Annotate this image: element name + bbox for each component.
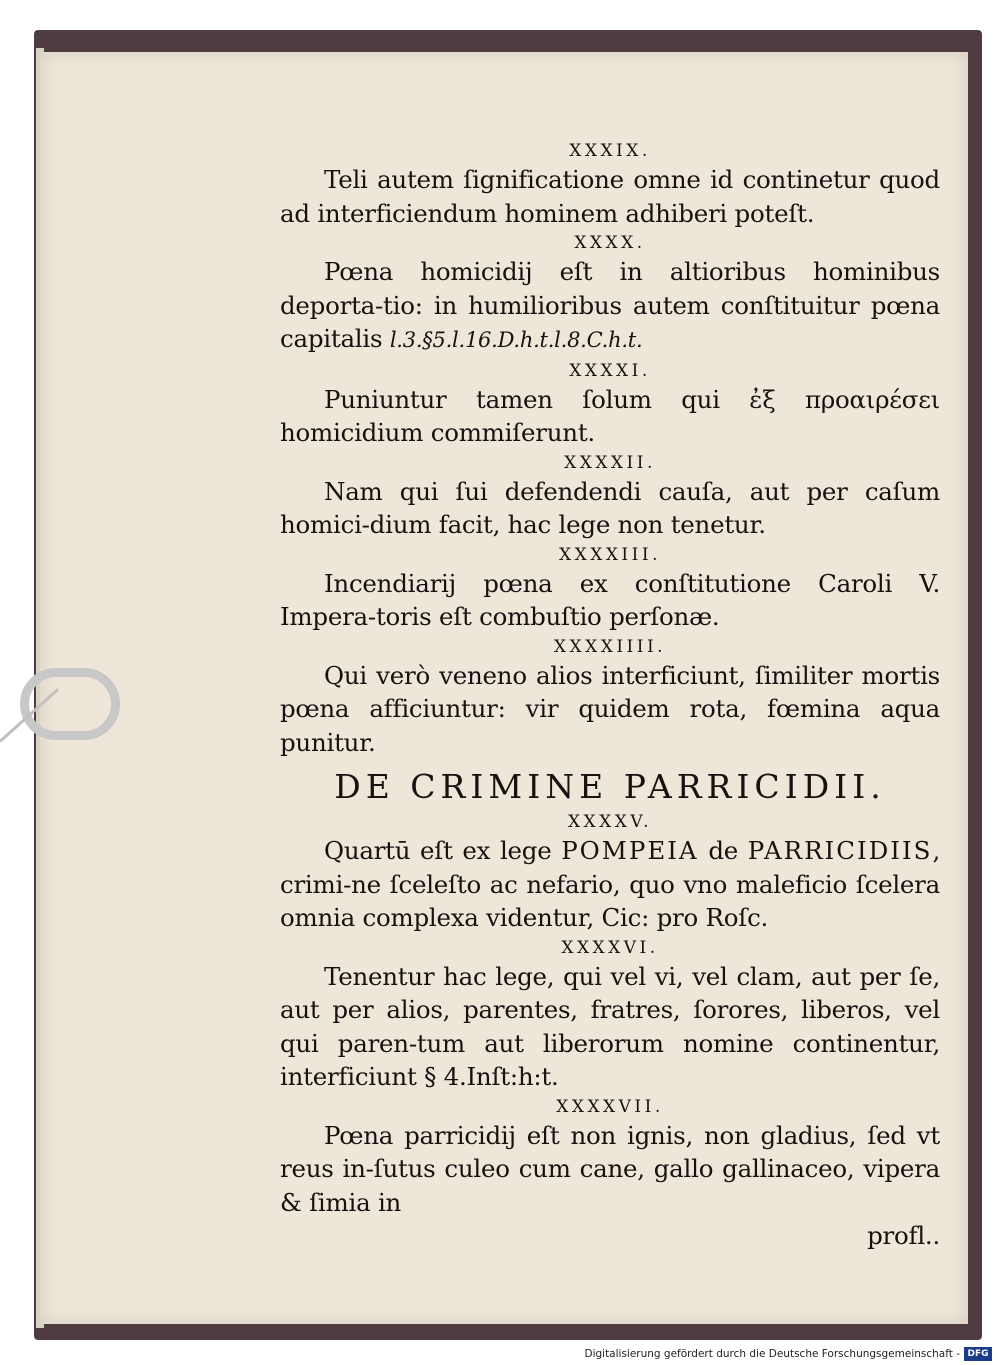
legal-citation: l.3.§5.l.16.D.h.t.l.8.C.h.t. <box>389 328 643 352</box>
section-text: Nam qui ſui defendendi cauſa, aut per caſum homici-dium facit, hac lege non tenetur. <box>280 476 940 539</box>
footer-credit: Digitalisierung gefördert durch die Deutsche Forschungsgemeinschaft - <box>584 1348 960 1360</box>
section-text: Incendiarij pœna ex conſtitutione Caroli V. Impera-toris eſt combuſtio perſonæ. <box>280 568 940 631</box>
paper-clip <box>20 668 120 740</box>
page-text <box>280 138 940 1253</box>
section-text: Quartū eſt ex lege POMPEIA de PARRICIDIIS, crimi-ne ſceleſto ac nefario, quo vno maleficio ſcelera omnia complexa videntur, Cic: pro Roſc. <box>280 836 940 932</box>
section-number: XXXXVII. <box>556 1096 664 1117</box>
section-text: Teli autem ſignificatione omne id continetur quod ad interficiendum hominem adhiberi poteſt. <box>280 165 940 228</box>
section-number: XXXX. <box>574 233 646 253</box>
section-text: Qui verò veneno alios interficiunt, ſimiliter mortis pœna afficiuntur: vir quidem rota, fœmina aqua punitur. <box>280 660 940 757</box>
section-text: Puniuntur tamen ſolum qui ἐξ προαιρέσει homicidium commiſerunt. <box>280 384 940 447</box>
section-number: XXXXVI. <box>561 937 659 958</box>
section-number: XXXXIII. <box>559 544 661 565</box>
section-number: XXXIX. <box>569 141 651 161</box>
section-text: Tenentur hac lege, qui vel vi, vel clam, aut per ſe, aut per alios, parentes, fratres, ſorores, liberos, vel qui paren-tum aut liberorum nomine continentur, interficiunt § 4.Inſt:h:t. <box>280 961 940 1091</box>
section-number: XXXXII. <box>564 452 656 473</box>
section-number: XXXXV. <box>567 812 653 832</box>
section-number: XXXXI. <box>569 360 651 381</box>
section-text: Pœna parricidij eſt non ignis, non gladius, ſed vt reus in-ſutus culeo cum cane, gallo gallinaceo, vipera & ſimia in <box>280 1120 940 1217</box>
dfg-logo: DFG <box>964 1347 992 1361</box>
section-text: Pœna homicidij eſt in altioribus hominibus deporta-tio: in humilioribus autem conſtituitur pœna capitalis l.3.§5.l.16.D.h.t.l.8.C.h.t. <box>280 257 940 353</box>
catchword: profl.. <box>867 1221 940 1250</box>
footer-bar <box>0 1345 1000 1365</box>
chapter-heading: DE CRIMINE PARRICIDII. <box>334 767 886 806</box>
section-number: XXXXIIII. <box>553 636 667 657</box>
